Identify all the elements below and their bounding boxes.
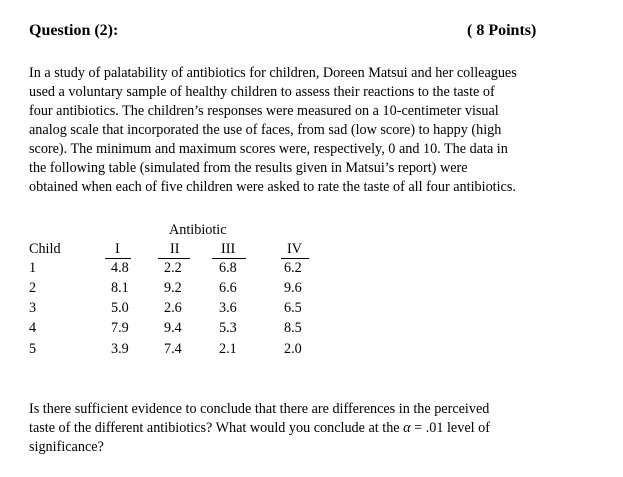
- question-line: Is there sufficient evidence to conclude that there are differences in the perceived: [29, 401, 490, 417]
- child-id: 4: [29, 320, 37, 336]
- table-cell: 8.5: [284, 320, 302, 336]
- question-line-start: taste of the different antibiotics? What would you conclude at the: [29, 420, 404, 436]
- intro-line: analog scale that incorporated the use of faces, from sad (low score) to happy (high: [29, 122, 502, 138]
- child-id: 3: [29, 300, 37, 316]
- table-cell: 5.3: [219, 320, 237, 336]
- alpha-symbol: α: [403, 420, 411, 436]
- intro-line: used a voluntary sample of healthy children to assess their reactions to the taste of: [29, 84, 495, 100]
- question-text: [29, 400, 599, 457]
- table-cell: 3.9: [111, 341, 129, 357]
- column-header-iii: III: [221, 241, 236, 257]
- intro-line: obtained when each of five children were asked to rate the taste of all four antibiotics.: [29, 179, 516, 195]
- table-cell: 9.4: [164, 320, 182, 336]
- question-title: Question (2):: [29, 22, 119, 39]
- table-cell: 7.9: [111, 320, 129, 336]
- question-line-end: = .01 level of: [410, 420, 490, 436]
- child-id: 5: [29, 341, 37, 357]
- child-id: 1: [29, 260, 37, 276]
- table-cell: 6.2: [284, 260, 302, 276]
- question-line: [29, 419, 599, 438]
- table-cell: 7.4: [164, 341, 182, 357]
- table-cell: 9.2: [164, 280, 182, 296]
- column-header-iv: IV: [287, 241, 302, 257]
- table-cell: 9.6: [284, 280, 302, 296]
- table-cell: 5.0: [111, 300, 129, 316]
- table-cell: 6.8: [219, 260, 237, 276]
- table-cell: 2.1: [219, 341, 237, 357]
- table-cell: 8.1: [111, 280, 129, 296]
- antibiotic-group-header: Antibiotic: [169, 222, 227, 238]
- column-header-ii: II: [170, 241, 180, 257]
- intro-paragraph: [29, 64, 604, 197]
- question-line: significance?: [29, 439, 104, 455]
- child-column-header: Child: [29, 241, 61, 257]
- intro-line: the following table (simulated from the results given in Matsui’s report) were: [29, 160, 468, 176]
- table-cell: 2.6: [164, 300, 182, 316]
- table-cell: 6.6: [219, 280, 237, 296]
- table-cell: 3.6: [219, 300, 237, 316]
- intro-line: four antibiotics. The children’s responses were measured on a 10-centimeter visual: [29, 103, 499, 119]
- child-id: 2: [29, 280, 37, 296]
- table-cell: 6.5: [284, 300, 302, 316]
- points-label: ( 8 Points): [467, 22, 537, 39]
- table-cell: 4.8: [111, 260, 129, 276]
- table-cell: 2.2: [164, 260, 182, 276]
- intro-line: score). The minimum and maximum scores were, respectively, 0 and 10. The data in: [29, 141, 508, 157]
- intro-line: In a study of palatability of antibiotics for children, Doreen Matsui and her colleagues: [29, 65, 517, 81]
- table-cell: 2.0: [284, 341, 302, 357]
- column-header-i: I: [115, 241, 120, 257]
